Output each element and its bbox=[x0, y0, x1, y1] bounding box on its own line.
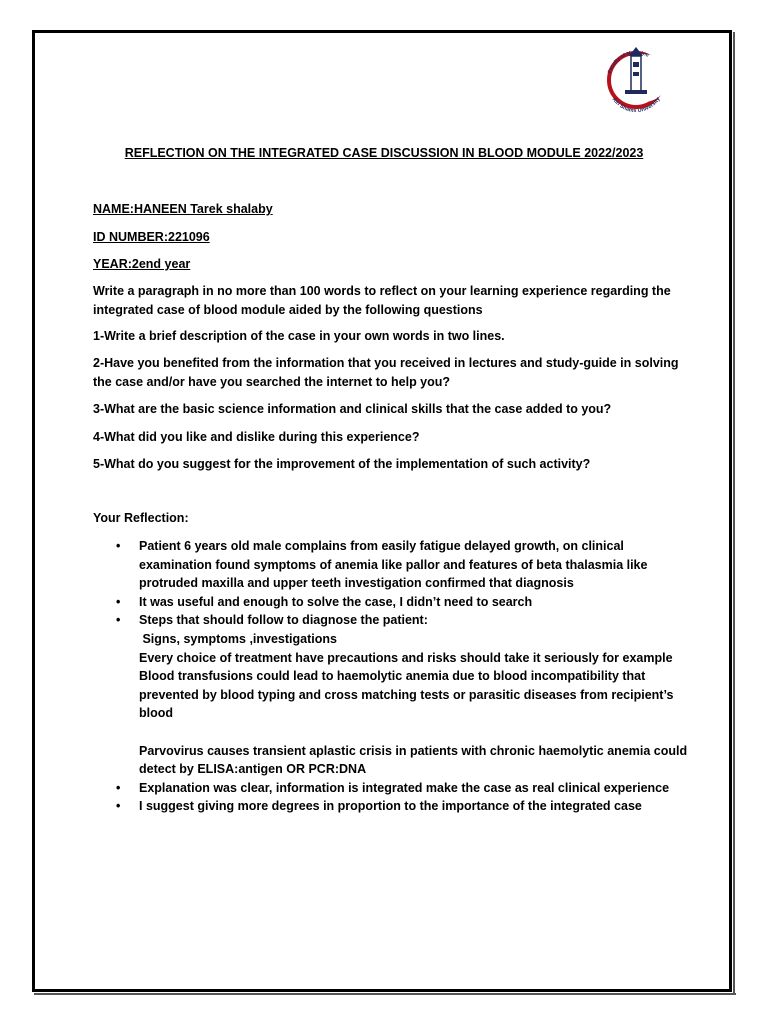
student-id: ID NUMBER:221096 bbox=[93, 230, 210, 244]
question-3: 3-What are the basic science information and clinical skills that the case added to you? bbox=[93, 402, 612, 416]
university-logo bbox=[600, 44, 672, 116]
reflection-text: Steps that should follow to diagnose the patient: bbox=[139, 613, 428, 628]
reflection-subtext: Signs, symptoms ,investigations bbox=[139, 631, 337, 646]
bullet-icon: • bbox=[116, 613, 121, 628]
logo-crescent-mask bbox=[620, 54, 668, 102]
logo-tower-window bbox=[633, 72, 639, 76]
reflection-item bbox=[93, 593, 693, 612]
reflection-subtext: Parvovirus causes transient aplastic crisis in patients with chronic haemolytic anemia could detect by ELISA:antigen OR PCR:DNA bbox=[139, 743, 688, 777]
student-year: YEAR:2end year bbox=[93, 257, 191, 271]
document-title: REFLECTION ON THE INTEGRATED CASE DISCUSSION IN BLOOD MODULE 2022/2023 bbox=[124, 146, 644, 160]
question-4: 4-What did you like and dislike during this experience? bbox=[93, 430, 420, 444]
question-5: 5-What do you suggest for the improvement of the implementation of such activity? bbox=[93, 457, 591, 471]
reflection-item bbox=[93, 611, 693, 778]
logo-tower-base bbox=[625, 90, 647, 94]
reflection-item bbox=[93, 537, 693, 593]
reflection-item bbox=[93, 797, 693, 816]
question-2: 2-Have you benefited from the information that you received in lectures and study-guide in solving the case and/or have you searched the internet to help you? bbox=[93, 356, 679, 389]
bullet-icon: • bbox=[116, 780, 121, 795]
instructions-paragraph: Write a paragraph in no more than 100 words to reflect on your learning experience regarding the integrated case of blood module aided by the following questions bbox=[93, 284, 671, 317]
bullet-icon: • bbox=[116, 539, 121, 553]
logo-tower-window bbox=[633, 62, 639, 67]
reflection-text: Explanation was clear, information is integrated make the case as real clinical experience bbox=[139, 780, 670, 795]
bullet-icon: • bbox=[116, 594, 121, 609]
question-1: 1-Write a brief description of the case in your own words in two lines. bbox=[93, 329, 505, 343]
logo-top-text: Faculty of Medicine bbox=[606, 49, 650, 75]
reflection-item bbox=[93, 779, 693, 798]
reflection-text: I suggest giving more degrees in proportion to the importance of the integrated case bbox=[139, 799, 642, 814]
page-border-shadow-bottom bbox=[34, 993, 736, 995]
student-name: NAME:HANEEN Tarek shalaby bbox=[93, 202, 273, 216]
reflection-text: It was useful and enough to solve the case, I didn’t need to search bbox=[139, 594, 533, 609]
reflection-heading: Your Reflection: bbox=[93, 511, 189, 525]
reflection-list bbox=[93, 537, 693, 816]
bullet-icon: • bbox=[116, 799, 121, 814]
page-border-shadow-right bbox=[733, 32, 735, 994]
logo-bottom-text: Ain Shams University bbox=[610, 96, 662, 115]
reflection-text: Patient 6 years old male complains from easily fatigue delayed growth, on clinical examination found symptoms of anemia like pallor and features of beta thalasmia like protruded maxilla and upper teeth investigation confirmed that diagnosis bbox=[139, 539, 648, 591]
reflection-subtext: Every choice of treatment have precautions and risks should take it seriously for example Blood transfusions could lead to haemolytic anemia due to blood incompatibility that prevented by blood typing and cross matching tests or parasitic diseases from recipient’s blood bbox=[139, 650, 674, 721]
